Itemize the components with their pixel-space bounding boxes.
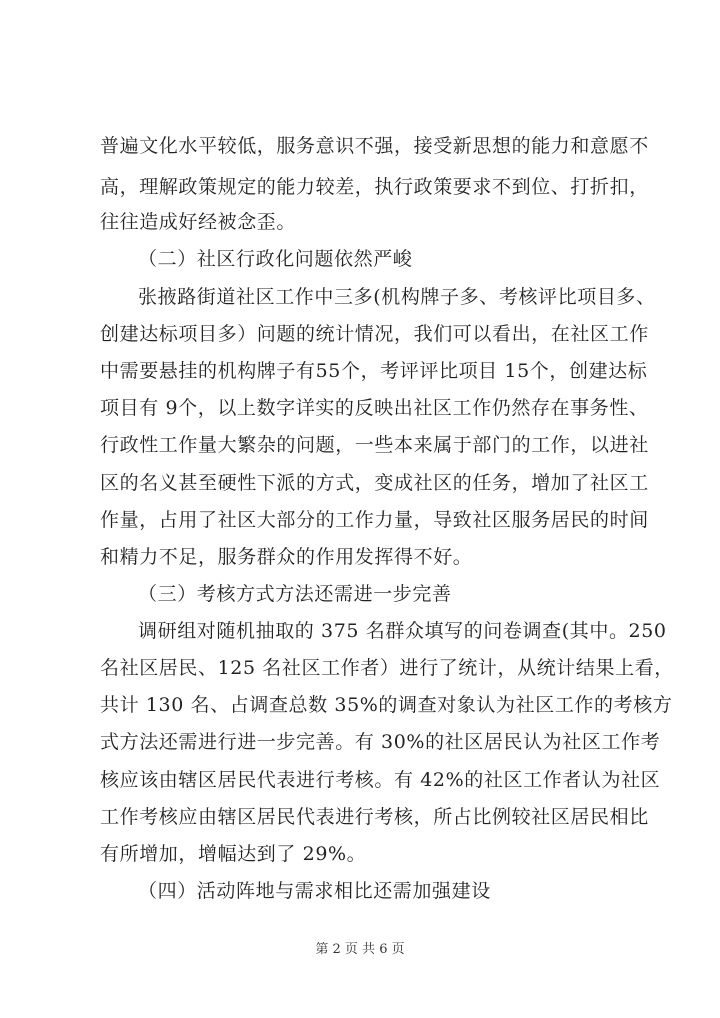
section-heading-4: （四）活动阵地与需求相比还需加强建设 bbox=[138, 880, 491, 902]
page-footer: 第 2 页 共 6 页 bbox=[315, 942, 405, 957]
paragraph-line: 核应该由辖区居民代表进行考核。有 42%的社区工作者认为社区 bbox=[100, 769, 661, 791]
paragraph-line: 普遍文化水平较低，服务意识不强，接受新思想的能力和意愿不 bbox=[100, 135, 649, 157]
paragraph-line: 和精力不足，服务群众的作用发挥得不好。 bbox=[100, 546, 473, 568]
paragraph-line: 作量，占用了社区大部分的工作力量，导致社区服务居民的时间 bbox=[100, 509, 649, 531]
paragraph-line: 创建达标项目多）问题的统计情况，我们可以看出，在社区工作 bbox=[100, 323, 649, 345]
section-heading-2: （二）社区行政化问题依然严峻 bbox=[138, 248, 413, 270]
paragraph-line: 往往造成好经被念歪。 bbox=[100, 211, 297, 233]
paragraph-line: 中需要悬挂的机构牌子有55个，考评评比项目 15个，创建达标 bbox=[100, 360, 648, 382]
paragraph-line: 有所增加，增幅达到了 29%。 bbox=[100, 843, 367, 865]
paragraph-line: 式方法还需进行进一步完善。有 30%的社区居民认为社区工作考 bbox=[100, 731, 661, 753]
section-heading-3: （三）考核方式方法还需进一步完善 bbox=[138, 583, 452, 605]
paragraph-line: 调研组对随机抽取的 375 名群众填写的问卷调查(其中。250 bbox=[138, 620, 667, 642]
paragraph-line: 共计 130 名、占调查总数 35%的调查对象认为社区工作的考核方 bbox=[100, 694, 673, 716]
paragraph-line: 行政性工作量大繁杂的问题，一些本来属于部门的工作，以进社 bbox=[100, 434, 649, 456]
paragraph-line: 高，理解政策规定的能力较差，执行政策要求不到位、打折扣， bbox=[100, 176, 649, 198]
paragraph-line: 张掖路街道社区工作中三多(机构牌子多、考核评比项目多、 bbox=[138, 286, 656, 308]
paragraph-line: 名社区居民、125 名社区工作者）进行了统计，从统计结果上看， bbox=[100, 657, 674, 679]
paragraph-line: 区的名义甚至硬性下派的方式，变成社区的任务，增加了社区工 bbox=[100, 472, 649, 494]
paragraph-line: 项目有 9个，以上数字详实的反映出社区工作仍然存在事务性、 bbox=[100, 397, 649, 419]
paragraph-line: 工作考核应由辖区居民代表进行考核，所占比例较社区居民相比 bbox=[100, 806, 649, 828]
